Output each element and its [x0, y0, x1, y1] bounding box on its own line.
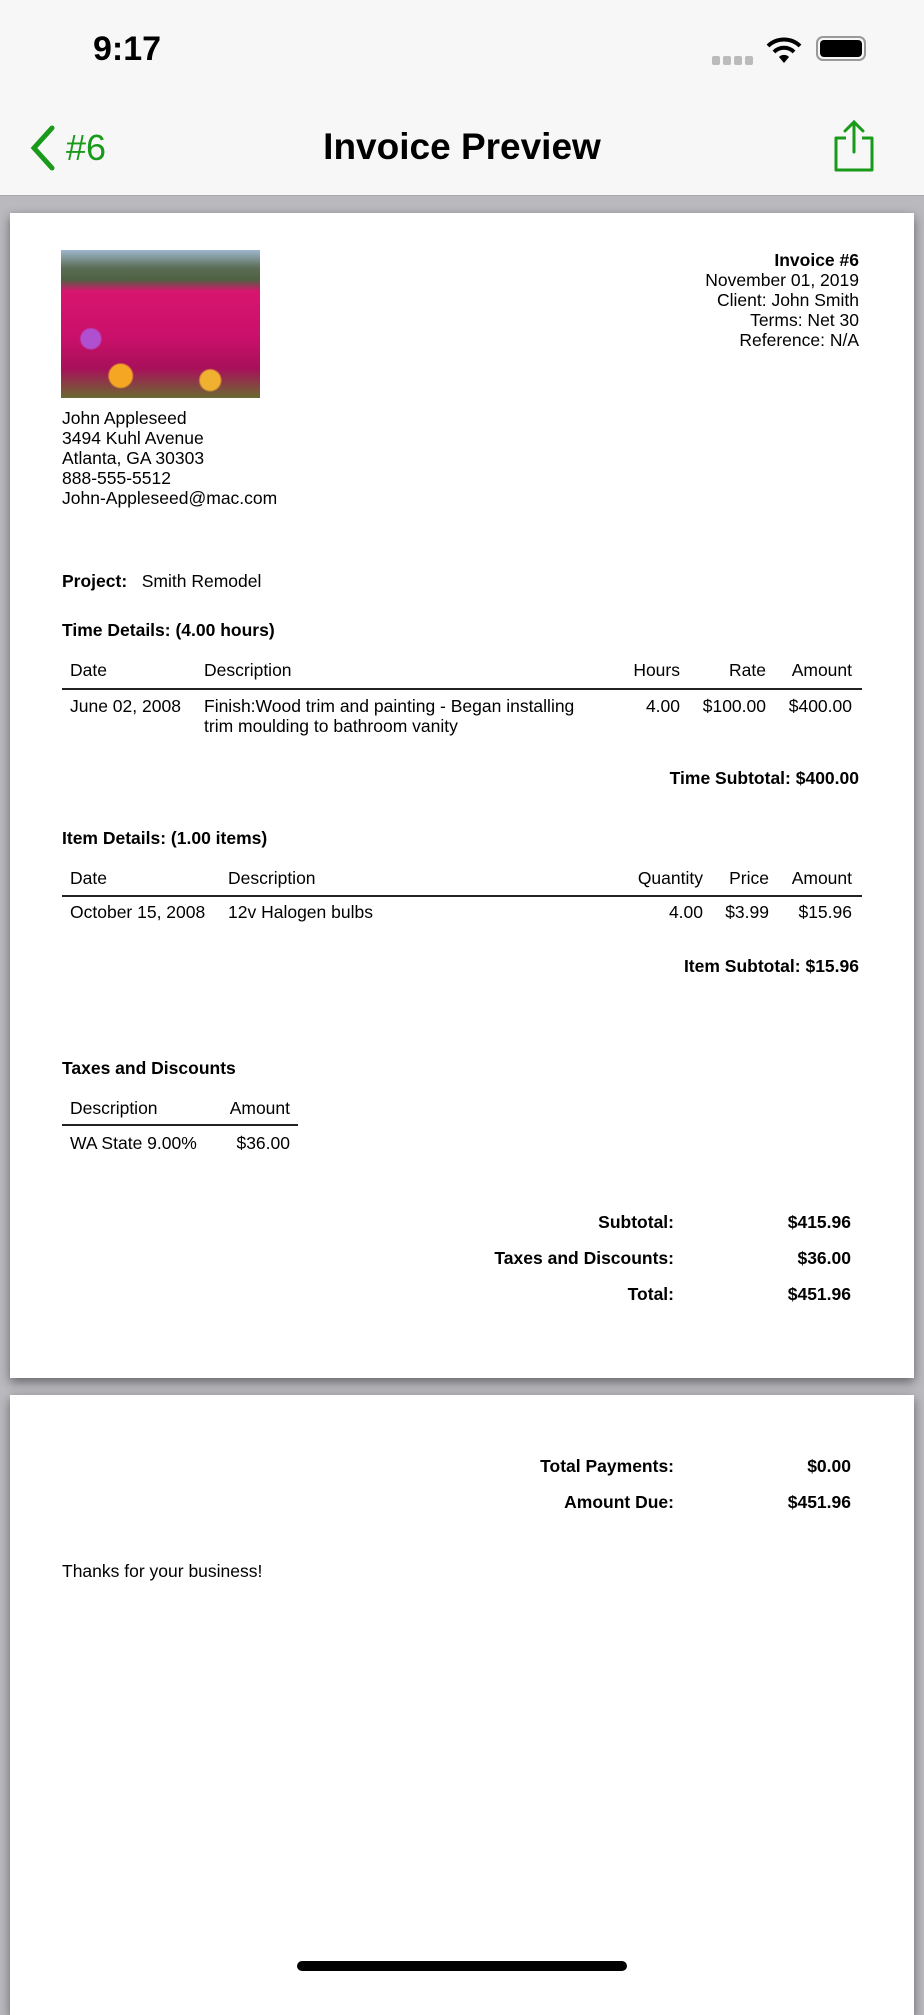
item-details-title: Item Details: (1.00 items) — [62, 828, 268, 848]
company-logo-image — [61, 250, 260, 398]
invoice-terms: Terms: Net 30 — [750, 310, 859, 330]
subtotal-label: Subtotal: — [598, 1212, 674, 1232]
sender-address — [62, 408, 277, 508]
tax-header-description: Description — [70, 1098, 158, 1118]
subtotal-value: $415.96 — [787, 1212, 851, 1232]
project-line — [62, 571, 261, 591]
sender-street: 3494 Kuhl Avenue — [62, 428, 204, 448]
invoice-header — [705, 250, 859, 350]
battery-icon — [816, 36, 866, 61]
item-row-price: $3.99 — [725, 902, 769, 922]
time-row-amount: $400.00 — [788, 696, 852, 716]
invoice-page-2 — [10, 1395, 914, 2015]
invoice-reference: Reference: N/A — [739, 330, 859, 350]
item-header-price: Price — [729, 868, 769, 888]
invoice-page-1 — [10, 213, 914, 1378]
time-header-amount: Amount — [791, 660, 852, 680]
item-header-description: Description — [228, 868, 316, 888]
sender-city: Atlanta, GA 30303 — [62, 448, 205, 468]
item-row-amount: $15.96 — [798, 902, 852, 922]
total-payments-value: $0.00 — [807, 1456, 851, 1476]
total-value: $451.96 — [787, 1284, 851, 1304]
tax-row-amount: $36.00 — [236, 1133, 290, 1153]
invoice-number: Invoice #6 — [774, 250, 859, 270]
project-value: Smith Remodel — [141, 571, 262, 591]
status-time: 9:17 — [93, 30, 162, 68]
amount-due-label: Amount Due: — [564, 1492, 674, 1512]
sender-email: John-Appleseed@mac.com — [62, 488, 278, 508]
item-row-date: October 15, 2008 — [70, 902, 206, 922]
back-label: #6 — [66, 127, 107, 168]
item-header-date: Date — [70, 868, 107, 888]
total-label: Total: — [627, 1284, 674, 1304]
divider — [62, 688, 862, 690]
home-indicator[interactable] — [297, 1961, 627, 1971]
time-row-rate: $100.00 — [702, 696, 766, 716]
taxes-title: Taxes and Discounts — [62, 1058, 236, 1078]
taxes-discounts-value: $36.00 — [797, 1248, 851, 1268]
navigation-bar — [0, 0, 924, 196]
taxes-discounts-label: Taxes and Discounts: — [494, 1248, 674, 1268]
signal-icon — [712, 56, 753, 65]
time-row-date: June 02, 2008 — [70, 696, 181, 716]
total-payments-label: Total Payments: — [540, 1456, 674, 1476]
invoice-client: Client: John Smith — [716, 290, 859, 310]
sender-phone: 888-555-5512 — [62, 468, 171, 488]
time-subtotal: Time Subtotal: $400.00 — [669, 768, 859, 788]
item-row-description: 12v Halogen bulbs — [228, 902, 373, 922]
project-label: Project: — [62, 571, 128, 591]
time-details-title: Time Details: (4.00 hours) — [62, 620, 275, 640]
time-row-hours: 4.00 — [645, 696, 680, 716]
divider — [62, 1124, 298, 1126]
sender-name: John Appleseed — [62, 408, 187, 428]
tax-header-amount: Amount — [229, 1098, 290, 1118]
item-row-quantity: 4.00 — [668, 902, 703, 922]
invoice-date: November 01, 2019 — [705, 270, 859, 290]
thanks-message: Thanks for your business! — [62, 1561, 263, 1581]
time-row-description: Finish:Wood trim and painting - Began installing — [204, 696, 575, 716]
amount-due-value: $451.96 — [787, 1492, 851, 1512]
time-header-rate: Rate — [729, 660, 766, 680]
time-row-description-cont: trim moulding to bathroom vanity — [204, 716, 458, 736]
page-title: Invoice Preview — [323, 126, 601, 167]
item-header-amount: Amount — [791, 868, 852, 888]
wifi-icon — [766, 36, 802, 64]
divider — [62, 895, 862, 897]
time-header-date: Date — [70, 660, 107, 680]
item-subtotal: Item Subtotal: $15.96 — [683, 956, 859, 976]
share-icon[interactable] — [830, 118, 878, 174]
item-header-quantity: Quantity — [637, 868, 703, 888]
time-header-hours: Hours — [633, 660, 680, 680]
time-header-description: Description — [204, 660, 292, 680]
tax-row-description: WA State 9.00% — [70, 1133, 197, 1153]
